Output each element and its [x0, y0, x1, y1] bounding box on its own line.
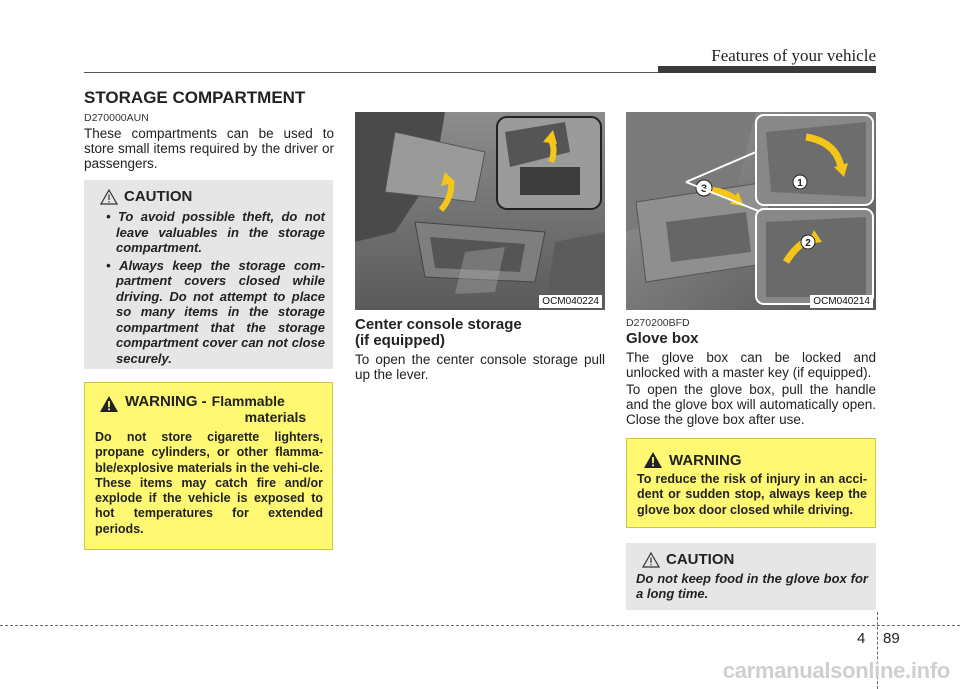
page-chapter: 4 — [857, 630, 866, 647]
header-rule — [84, 72, 684, 73]
warning-box-left — [84, 382, 333, 550]
watermark: carmanualsonline.info — [722, 658, 950, 683]
console-photo — [355, 112, 605, 310]
chapter-title: Features of your vehicle — [711, 46, 876, 65]
glovebox-text-2: To open the glove box, pull the handle and the glove box will automatically open. Close the glove box after use. — [626, 382, 876, 428]
image-label: OCM040224 — [539, 295, 602, 308]
console-illustration — [355, 112, 605, 310]
caution-list — [94, 209, 325, 366]
warning-subtitle: Flammable — [211, 393, 285, 409]
console-title — [355, 317, 605, 349]
header-bar — [658, 66, 876, 73]
caution-item: • To avoid possible theft, do not leave valuables in the storage compartment. — [94, 209, 325, 256]
section-title: STORAGE COMPARTMENT — [84, 88, 306, 107]
footer-rule — [0, 625, 960, 626]
caution-box-left — [84, 180, 333, 369]
console-text: To open the center console storage pull up the lever. — [355, 352, 605, 383]
caution-box-right — [626, 543, 876, 610]
intro-text: These compartments can be used to store small items required by the driver or passengers. — [84, 126, 334, 172]
callout-1: 1 — [797, 178, 803, 189]
warning-title: WARNING — [669, 451, 742, 469]
caution-triangle-icon — [642, 552, 660, 568]
caution-triangle-icon — [100, 189, 118, 205]
caution-text: Do not keep food in the glove box for a long time. — [636, 571, 868, 602]
caution-title: CAUTION — [124, 188, 193, 205]
warning-triangle-icon — [99, 395, 119, 413]
console-title-line: (if equipped) — [355, 332, 445, 349]
glovebox-illustration — [626, 112, 876, 310]
warning-text: To reduce the risk of injury in an acci-dent or sudden stop, always keep the glove box door closed while driving. — [637, 472, 867, 517]
console-title-line: Center console storage — [355, 316, 522, 333]
warning-subtitle: materials — [244, 409, 307, 425]
intro-code: D270000AUN — [84, 112, 149, 124]
warning-box-right — [626, 438, 876, 528]
glovebox-photo — [626, 112, 876, 310]
glovebox-code: D270200BFD — [626, 317, 690, 329]
callout-2: 2 — [805, 238, 811, 249]
caution-title: CAUTION — [666, 551, 735, 568]
glovebox-title: Glove box — [626, 330, 699, 347]
page-number: 89 — [883, 630, 900, 647]
warning-text: Do not store cigarette lighters, propane cylinders, or other flamma-ble/explosive materials in the vehi-cle. These items may catch fire and/or explode if the vehicle is exposed to hot temperatures for extended periods. — [95, 430, 323, 536]
caution-item: • Always keep the storage com-partment covers closed while driving. Do not attempt to place so many items in the storage compartment that the storage compartment cover can not close securely. — [94, 258, 325, 367]
warning-triangle-icon — [643, 451, 663, 469]
image-label: OCM040214 — [810, 295, 873, 308]
warning-title: WARNING - — [125, 393, 207, 410]
glovebox-text-1: The glove box can be locked and unlocked with a master key (if equipped). — [626, 350, 876, 381]
